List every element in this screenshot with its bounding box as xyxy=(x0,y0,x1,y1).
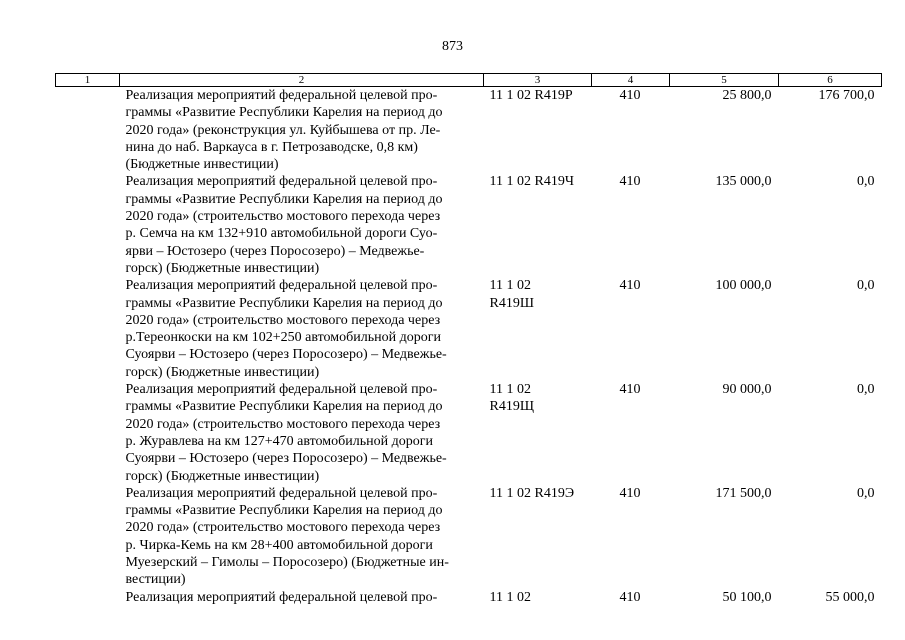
description-line: Реализация мероприятий федеральной целевой про- xyxy=(125,485,438,501)
target-code-cell xyxy=(484,589,592,606)
table-row xyxy=(56,589,882,606)
expense-type-cell: 410 xyxy=(619,88,641,103)
table-row xyxy=(56,485,882,589)
description-line: граммы «Развитие Республики Карелия на период до xyxy=(125,295,443,311)
row-number-cell xyxy=(56,381,120,485)
amount-year1-cell: 100 000,0 xyxy=(715,278,772,294)
amount-year2-cell: 55 000,0 xyxy=(825,589,875,605)
target-code-line: 11 1 02 R419Э xyxy=(489,485,575,501)
description-line: Суоярви – Юстозеро (через Поросозеро) – Медвежье- xyxy=(125,347,447,363)
table-body xyxy=(56,87,882,606)
amount-year2-cell: 0,0 xyxy=(857,485,875,501)
expense-type-cell: 410 xyxy=(619,382,641,398)
amount-year1-cell: 171 500,0 xyxy=(715,485,772,501)
table-row xyxy=(56,381,882,485)
description-line: р. Чирка-Кемь на км 28+400 автомобильной дороги xyxy=(125,537,433,553)
expense-type-cell: 410 xyxy=(619,174,641,190)
description-cell xyxy=(120,381,484,485)
expense-type-cell: 410 xyxy=(619,589,641,605)
header-row xyxy=(56,74,882,87)
description-line: нина до наб. Варкауса в г. Петрозаводске, 0,8 км) xyxy=(125,139,418,155)
target-code-line: 11 1 02 xyxy=(489,589,531,605)
amount-year1-cell: 90 000,0 xyxy=(722,382,772,398)
description-cell xyxy=(120,589,484,606)
description-line: ярви – Юстозеро (через Поросозеро) – Медвежье- xyxy=(125,243,425,259)
row-number-cell xyxy=(56,277,120,381)
column-header-4: 4 xyxy=(592,74,670,87)
target-code-line: 11 1 02 xyxy=(489,382,531,398)
description-line: 2020 года» (строительство мостового перехода через xyxy=(125,520,441,536)
column-header-6: 6 xyxy=(779,74,882,87)
description-cell xyxy=(120,87,484,174)
row-number-cell xyxy=(56,589,120,606)
target-code-line: 11 1 02 xyxy=(489,278,531,294)
description-line: горск) (Бюджетные инвестиции) xyxy=(125,468,320,484)
description-line: Реализация мероприятий федеральной целевой про- xyxy=(125,88,438,103)
amount-year1-cell: 25 800,0 xyxy=(722,88,772,103)
target-code-line: R419Щ xyxy=(489,399,534,415)
row-number-cell xyxy=(56,485,120,589)
description-line: горск) (Бюджетные инвестиции) xyxy=(125,260,320,276)
column-header-5: 5 xyxy=(670,74,779,87)
expense-type-cell: 410 xyxy=(619,278,641,294)
description-line: 2020 года» (строительство мостового перехода через xyxy=(125,312,441,328)
description-line: Муезерский – Гимолы – Поросозеро) (Бюджетные ин- xyxy=(125,555,449,571)
target-code-line: 11 1 02 R419Р xyxy=(489,88,573,103)
description-line: Реализация мероприятий федеральной целевой про- xyxy=(125,589,438,605)
description-cell xyxy=(120,485,484,589)
description-line: р. Семча на км 132+910 автомобильной дороги Суо- xyxy=(125,226,438,242)
description-cell xyxy=(120,277,484,381)
description-line: р. Журавлева на км 127+470 автомобильной дороги xyxy=(125,433,433,449)
row-number-cell xyxy=(56,87,120,174)
description-line: граммы «Развитие Республики Карелия на период до xyxy=(125,191,443,207)
column-header-3: 3 xyxy=(484,74,592,87)
description-line: горск) (Бюджетные инвестиции) xyxy=(125,364,320,380)
description-line: вестиции) xyxy=(125,572,186,588)
target-code-cell xyxy=(484,485,592,589)
page-number: 873 xyxy=(442,39,463,54)
target-code-line: 11 1 02 R419Ч xyxy=(489,174,574,190)
table-row xyxy=(56,277,882,381)
description-line: Суоярви – Юстозеро (через Поросозеро) – Медвежье- xyxy=(125,451,447,467)
table-row xyxy=(56,87,882,174)
description-line: граммы «Развитие Республики Карелия на период до xyxy=(125,399,443,415)
target-code-cell xyxy=(484,173,592,277)
column-header-1: 1 xyxy=(56,74,120,87)
target-code-cell xyxy=(484,87,592,174)
row-number-cell xyxy=(56,173,120,277)
amount-year1-cell: 135 000,0 xyxy=(715,174,772,190)
target-code-cell xyxy=(484,277,592,381)
description-line: Реализация мероприятий федеральной целевой про- xyxy=(125,278,438,294)
target-code-cell xyxy=(484,381,592,485)
column-header-2: 2 xyxy=(120,74,484,87)
amount-year2-cell: 0,0 xyxy=(857,174,875,190)
description-line: Реализация мероприятий федеральной целевой про- xyxy=(125,174,438,190)
description-line: Реализация мероприятий федеральной целевой про- xyxy=(125,382,438,398)
description-line: граммы «Развитие Республики Карелия на период до xyxy=(125,105,443,121)
description-line: 2020 года» (строительство мостового перехода через xyxy=(125,416,441,432)
budget-table xyxy=(55,73,882,606)
amount-year2-cell: 176 700,0 xyxy=(818,88,875,103)
amount-year2-cell: 0,0 xyxy=(857,278,875,294)
description-line: р.Тереонкоски на км 102+250 автомобильной дороги xyxy=(125,330,441,346)
table-header xyxy=(56,74,882,87)
amount-year2-cell: 0,0 xyxy=(857,382,875,398)
target-code-line: R419Ш xyxy=(489,295,534,311)
description-line: 2020 года» (реконструкция ул. Куйбышева от пр. Ле- xyxy=(125,122,441,138)
expense-type-cell: 410 xyxy=(619,485,641,501)
description-line: (Бюджетные инвестиции) xyxy=(125,157,279,173)
amount-year1-cell: 50 100,0 xyxy=(722,589,772,605)
description-cell xyxy=(120,173,484,277)
description-line: граммы «Развитие Республики Карелия на период до xyxy=(125,503,443,519)
table-row xyxy=(56,173,882,277)
description-line: 2020 года» (строительство мостового перехода через xyxy=(125,209,441,225)
